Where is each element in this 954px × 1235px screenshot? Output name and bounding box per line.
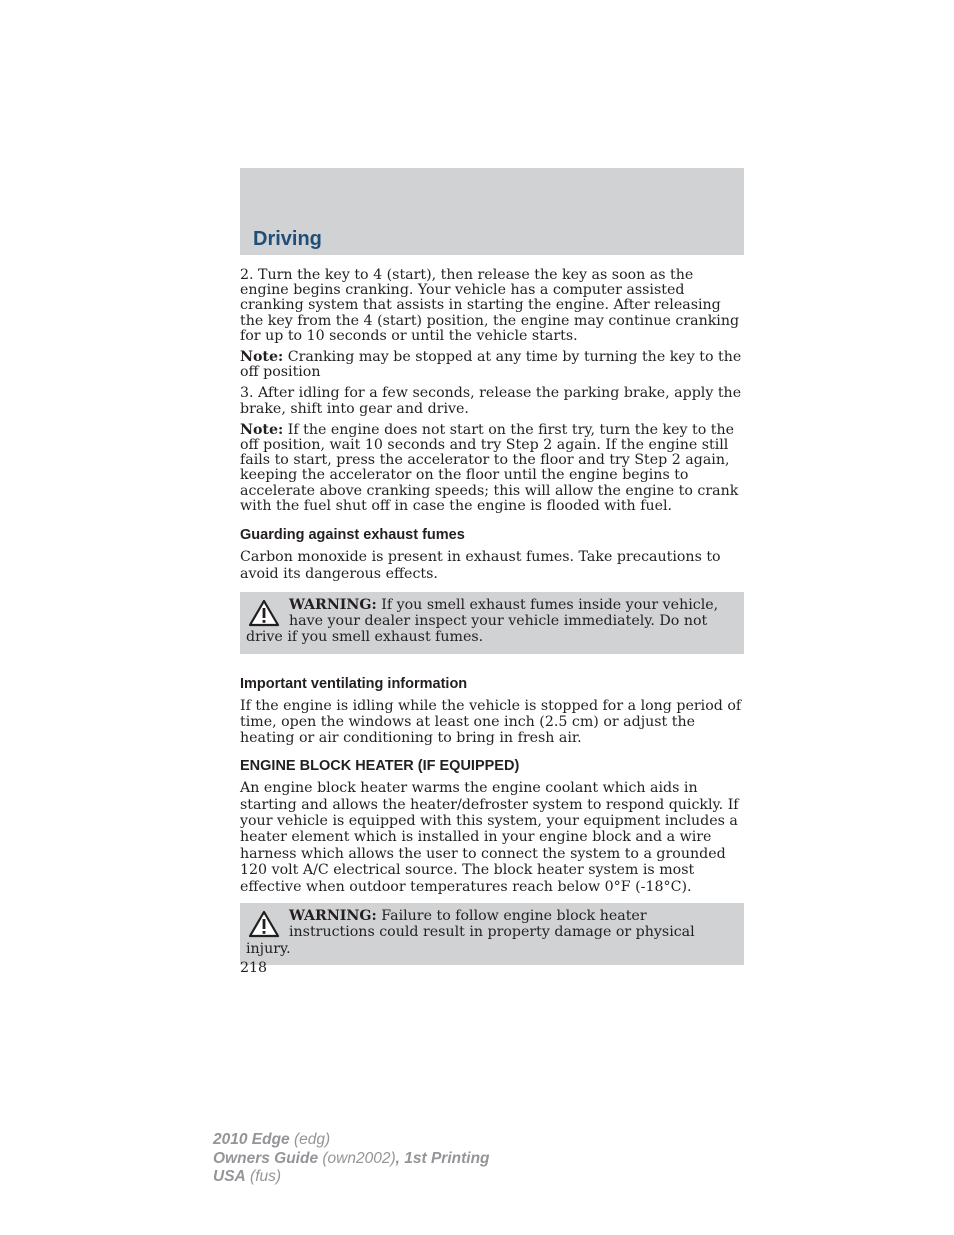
section-title: Driving — [253, 228, 322, 250]
step-2-paragraph: 2. Turn the key to 4 (start), then release the key as soon as the engine begins cranking. Your vehicle has a computer assisted cranking system that assists in starting the engine. After releasing the key from the 4 (start) position, the engine may continue cranking for up to 10 seconds or until the vehicle starts. — [240, 267, 740, 344]
document-footer — [213, 1131, 490, 1187]
warning-triangle-icon — [248, 599, 280, 627]
note-text: If the engine does not start on the first try, turn the key to the off position, wait 10 seconds and try Step 2 again. If the engine still fails to start, press the accelerator to the floor and try Step 2 again, keeping the accelerator on the floor until the engine begins to accelerate above cranking speeds; this will allow the engine to crank with the fuel shut off in case the engine is flooded with fuel. — [240, 421, 739, 514]
heading-exhaust-fumes: Guarding against exhaust fumes — [240, 527, 465, 544]
page-content — [240, 268, 744, 965]
footer-line-2 — [213, 1150, 490, 1169]
note-label: Note: — [240, 421, 284, 438]
warning-box-exhaust — [240, 592, 744, 654]
warning-label: WARNING: — [289, 908, 377, 925]
page-number: 218 — [240, 960, 268, 976]
warning-box-heater — [240, 903, 744, 965]
note-label: Note: — [240, 349, 284, 366]
note-text: Cranking may be stopped at any time by turning the key to the off position — [240, 349, 742, 381]
footer-line-1 — [213, 1131, 490, 1150]
exhaust-paragraph: Carbon monoxide is present in exhaust fumes. Take precautions to avoid its dangerous effects. — [240, 549, 721, 582]
heading-ventilating: Important ventilating information — [240, 675, 468, 692]
section-header-band — [240, 168, 744, 255]
warning-label: WARNING: — [289, 597, 377, 614]
note-1 — [240, 350, 744, 380]
footer-market: USA — [213, 1168, 246, 1185]
note-2 — [240, 423, 744, 514]
heater-paragraph: An engine block heater warms the engine coolant which aids in starting and allows the heater/defroster system to respond quickly. If your vehicle is equipped with this system, your equipment includes a heater element which is installed in your engine block and a wire harness which allows the user to connect the system to a grounded 120 volt A/C electrical source. The block heater system is most effective when outdoor temperatures reach below 0°F (-18°C). — [240, 780, 739, 895]
step-3-paragraph: 3. After idling for a few seconds, release the parking brake, apply the brake, shift into gear and drive. — [240, 385, 742, 417]
footer-line-3 — [213, 1168, 490, 1187]
footer-market-code: (fus) — [245, 1168, 282, 1185]
footer-model-code: (edg) — [289, 1131, 331, 1148]
warning-text: Failure to follow engine block heater instructions could result in property damage or physical injury. — [246, 908, 695, 957]
footer-guide-code: (own2002) — [318, 1149, 396, 1167]
ventilating-paragraph: If the engine is idling while the vehicle is stopped for a long period of time, open the windows at least one inch (2.5 cm) or adjust the heating or air conditioning to bring in fresh air. — [240, 697, 742, 747]
footer-printing: , 1st Printing — [395, 1149, 490, 1167]
footer-guide: Owners Guide — [213, 1149, 319, 1167]
footer-model: 2010 Edge — [213, 1131, 290, 1148]
warning-text: If you smell exhaust fumes inside your vehicle, have your dealer inspect your vehicle immediately. Do not drive if you smell exhaust fumes. — [246, 597, 719, 646]
warning-triangle-icon — [248, 910, 280, 938]
heading-engine-block-heater: ENGINE BLOCK HEATER (IF EQUIPPED) — [240, 758, 520, 775]
